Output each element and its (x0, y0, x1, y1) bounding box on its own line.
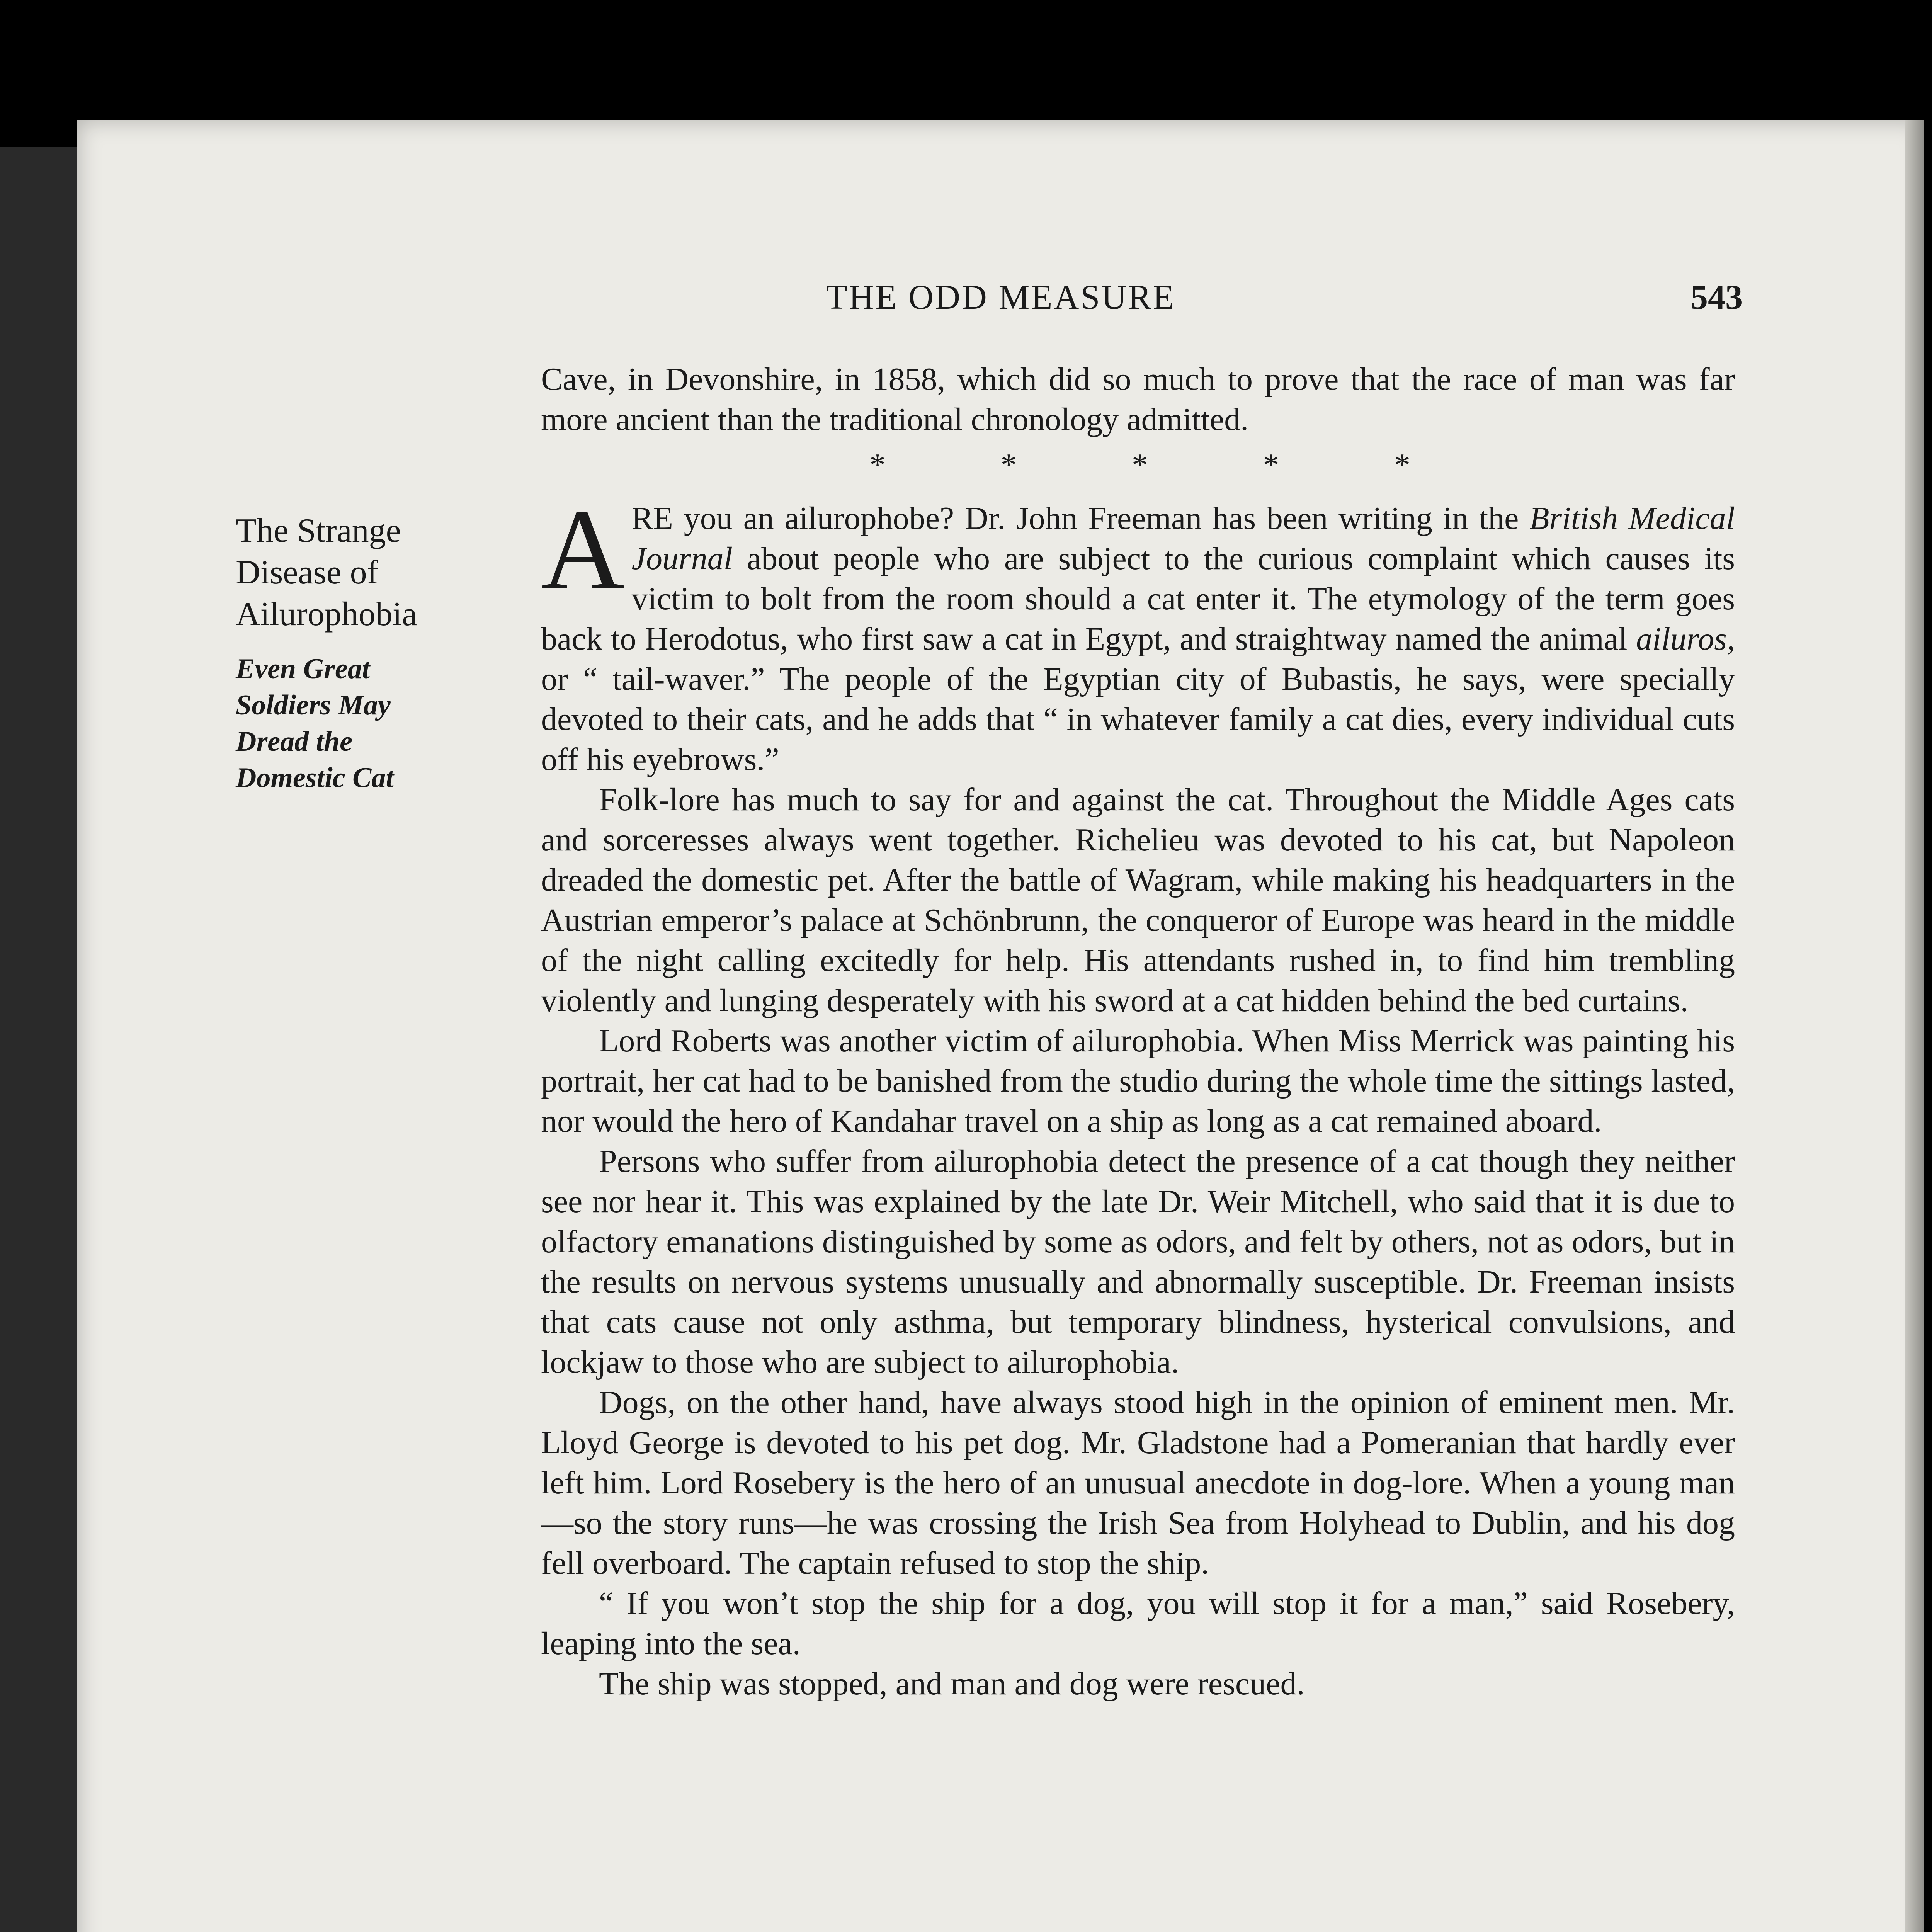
separator-star: * (1132, 447, 1148, 483)
sidebar-subtitle-line: Dread the (236, 726, 353, 757)
article-paragraph (541, 485, 1735, 780)
article-paragraph: “ If you won’t stop the ship for a dog, you will stop it for a man,” said Rosebery, leaping into the sea. (541, 1585, 1735, 1662)
greek-word: ailuros, (1636, 621, 1735, 657)
sidebar-title-line: The Strange (236, 512, 401, 549)
separator-star: * (869, 447, 886, 483)
continuation-paragraph: Cave, in Devonshire, in 1858, which did so much to prove that the race of man was far more ancient than the traditional chronology admitted. (541, 361, 1735, 437)
sidebar-title-line: Disease of (236, 554, 378, 591)
sidebar-subtitle (236, 651, 491, 796)
article-body (541, 485, 1735, 1704)
separator-star: * (1394, 447, 1410, 483)
article-paragraph: Dogs, on the other hand, have always stood high in the opinion of eminent men. Mr. Lloyd George is devoted to his pet dog. Mr. Gladstone had a Pomeranian that hardly ever left him. Lord Rosebery is the hero of an unusual anecdote in dog-lore. When a young man—so the story runs—he was crossing the Irish Sea from Holyhead to Dublin, and his dog fell overboard. The captain refused to stop the ship. (541, 1384, 1735, 1581)
sidebar-title (236, 510, 491, 635)
sidebar-subtitle-line: Domestic Cat (236, 762, 394, 794)
journal-name: British Medical Journal (631, 500, 1735, 577)
adjacent-page-edge (0, 147, 77, 1932)
sidebar-subtitle-line: Even Great (236, 653, 370, 685)
article-sidebar (236, 510, 491, 796)
sidebar-title-line: Ailurophobia (236, 595, 417, 633)
article-paragraph: Folk-lore has much to say for and against the cat. Throughout the Middle Ages cats and sorceresses always went together. Richelieu was devoted to his cat, but Napoleon dreaded the domestic pet. After the battle of Wagram, while making his headquarters in the Austrian emperor’s palace at Schönbrunn, the conqueror of Europe was heard in the middle of the night calling excitedly for help. His attendants rushed in, to find him trembling violently and lunging desperately with his sword at a cat hidden behind the bed curtains. (541, 782, 1735, 1019)
section-separator (869, 446, 1410, 484)
continuation-text (541, 359, 1735, 440)
separator-star: * (1263, 447, 1279, 483)
drop-cap: A (541, 485, 625, 614)
paragraph-text: RE you an ailurophobe? Dr. John Freeman has been writing in the (631, 500, 1530, 536)
paragraph-text: or “ tail-waver.” The people of the Egyptian city of Bubastis, he says, were specially devoted to their cats, and he adds that “ in whatever family a cat dies, every individual cuts off his eyebrows.” (541, 661, 1735, 777)
page-edge-shadow (1905, 120, 1924, 1932)
separator-star: * (1000, 447, 1017, 483)
article-paragraph: Persons who suffer from ailurophobia detect the presence of a cat though they neither see nor hear it. This was explained by the late Dr. Weir Mitchell, who said that it is due to olfactory emanations distinguished by some as odors, and felt by others, not as odors, but in the results on nervous systems unusually and abnormally susceptible. Dr. Freeman insists that cats cause not only asthma, but temporary blindness, hysterical convulsions, and lockjaw to those who are subject to ailurophobia. (541, 1143, 1735, 1380)
running-title: THE ODD MEASURE (826, 278, 1176, 316)
article-paragraph: Lord Roberts was another victim of ailurophobia. When Miss Merrick was painting his portrait, her cat had to be banished from the studio during the whole time the sittings lasted, nor would the hero of Kandahar travel on a ship as long as a cat remained aboard. (541, 1023, 1735, 1139)
article-paragraph: The ship was stopped, and man and dog were rescued. (599, 1666, 1305, 1702)
paragraph-text: about people who are subject to the curious complaint which causes its victim to bolt from the room should a cat enter it. The etymology of the term goes back to Herodotus, who first saw a cat in Egypt, and straightway named the animal (541, 541, 1735, 657)
page-number: 543 (1690, 278, 1743, 316)
sidebar-subtitle-line: Soldiers May (236, 689, 391, 721)
